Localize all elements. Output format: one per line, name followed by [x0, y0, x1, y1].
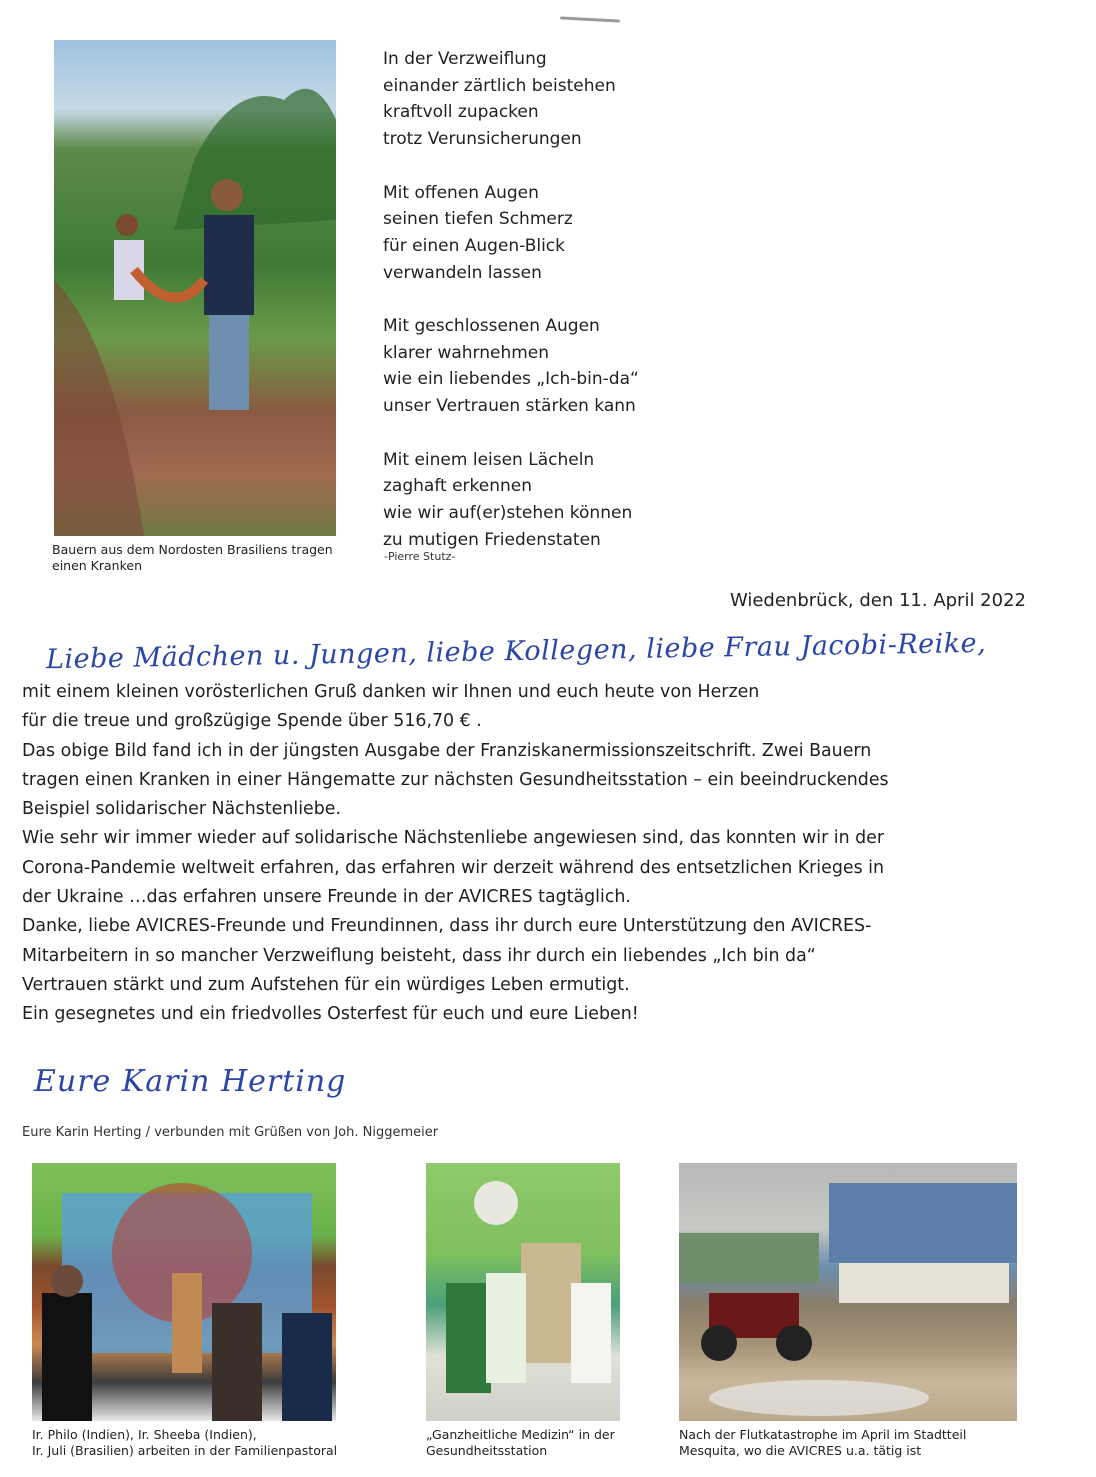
poem-line: seinen tiefen Schmerz	[383, 209, 573, 230]
letter-body-line: für die treue und großzügige Spende über 516,70 € .	[22, 711, 482, 732]
staple-mark	[560, 16, 620, 22]
letter-body-line: Mitarbeitern in so mancher Verzweiflung beisteht, dass ihr durch ein liebendes „Ich bin da“	[22, 945, 816, 966]
photo-family-pastoral	[32, 1163, 336, 1421]
letter-body-line: Das obige Bild fand ich in der jüngsten Ausgabe der Franziskanermissionszeitschrift. Zwei Bauern	[22, 740, 872, 761]
photo-holistic-medicine-caption	[426, 1427, 666, 1459]
photo-family-pastoral-illustration	[32, 1163, 336, 1421]
letter-body-line: der Ukraine …das erfahren unsere Freunde in der AVICRES tagtäglich.	[22, 887, 631, 908]
photo-holistic-medicine-illustration	[426, 1163, 620, 1421]
letter-body-line: mit einem kleinen vorösterlichen Gruß danken wir Ihnen und euch heute von Herzen	[22, 682, 760, 702]
letter-body-line: Vertrauen stärkt und zum Aufstehen für ein würdiges Leben ermutigt.	[22, 974, 630, 995]
sender-line: Eure Karin Herting / verbunden mit Grüßen von Joh. Niggemeier	[22, 1125, 439, 1140]
poem-line: zaghaft erkennen	[383, 476, 533, 497]
photo-flood-mesquita-illustration	[679, 1163, 1017, 1421]
poem-line: einander zärtlich beistehen	[383, 75, 616, 96]
handwritten-signature: Eure Karin Herting	[34, 1064, 347, 1099]
caption-line: Nach der Flutkatastrophe im April im Stadtteil	[679, 1427, 967, 1442]
letter-body-line: Wie sehr wir immer wieder auf solidarische Nächstenliebe angewiesen sind, das konnten wir in der	[22, 828, 885, 849]
caption-line: Ir. Juli (Brasilien) arbeiten in der Familienpastoral	[32, 1443, 338, 1458]
poem-line: wie ein liebendes „Ich-bin-da“	[383, 369, 639, 390]
photo-farmers-carrying-sick	[54, 40, 336, 536]
poem	[383, 46, 713, 553]
caption-line: Ir. Philo (Indien), Ir. Sheeba (Indien),	[32, 1427, 257, 1442]
poem-stanza	[383, 46, 713, 153]
photo-top-caption	[52, 542, 352, 574]
poem-line: klarer wahrnehmen	[383, 342, 550, 363]
poem-line: trotz Verunsicherungen	[383, 129, 582, 150]
handwritten-salutation: Liebe Mädchen u. Jungen, liebe Kollegen, liebe Frau Jacobi-Reike,	[45, 627, 987, 676]
photo-top-caption-line: Bauern aus dem Nordosten Brasiliens tragen	[52, 542, 333, 557]
photo-top-caption-line: einen Kranken	[52, 558, 142, 573]
poem-line: Mit geschlossenen Augen	[383, 316, 600, 336]
letter-body-line: tragen einen Kranken in einer Hängematte zur nächsten Gesundheitsstation – ein beeindruckendes	[22, 769, 889, 790]
letter-body-line: Beispiel solidarischer Nächstenliebe.	[22, 799, 341, 820]
poem-stanza	[383, 313, 713, 420]
poem-line: wie wir auf(er)stehen können	[383, 502, 633, 523]
caption-line: Gesundheitsstation	[426, 1443, 548, 1458]
poem-stanza	[383, 447, 713, 554]
poem-line: verwandeln lassen	[383, 262, 542, 283]
poem-line: zu mutigen Friedenstaten	[383, 529, 601, 550]
poem-author: -Pierre Stutz-	[384, 550, 456, 563]
poem-line: Mit offenen Augen	[383, 182, 539, 203]
letter-body-line: Danke, liebe AVICRES-Freunde und Freundinnen, dass ihr durch eure Unterstützung den AVICRES-	[22, 916, 872, 937]
letter-body	[22, 678, 1082, 1030]
letter-body-line: Corona-Pandemie weltweit erfahren, das erfahren wir derzeit während des entsetzlichen Krieges in	[22, 857, 885, 878]
poem-stanza	[383, 180, 713, 287]
photo-holistic-medicine	[426, 1163, 620, 1421]
photo-family-pastoral-caption	[32, 1427, 412, 1459]
caption-line: Mesquita, wo die AVICRES u.a. tätig ist	[679, 1443, 922, 1458]
photo-flood-mesquita-caption	[679, 1427, 1039, 1459]
photo-farmers-illustration	[54, 40, 336, 536]
letter-body-line: Ein gesegnetes und ein friedvolles Osterfest für euch und eure Lieben!	[22, 1004, 639, 1025]
poem-line: Mit einem leisen Lächeln	[383, 449, 595, 470]
caption-line: „Ganzheitliche Medizin“ in der	[426, 1427, 615, 1442]
poem-line: für einen Augen-Blick	[383, 235, 566, 256]
poem-line: In der Verzweiflung	[383, 49, 547, 69]
poem-line: kraftvoll zupacken	[383, 102, 539, 123]
poem-line: unser Vertrauen stärken kann	[383, 396, 636, 417]
photo-flood-mesquita	[679, 1163, 1017, 1421]
letter-date: Wiedenbrück, den 11. April 2022	[729, 590, 1026, 611]
